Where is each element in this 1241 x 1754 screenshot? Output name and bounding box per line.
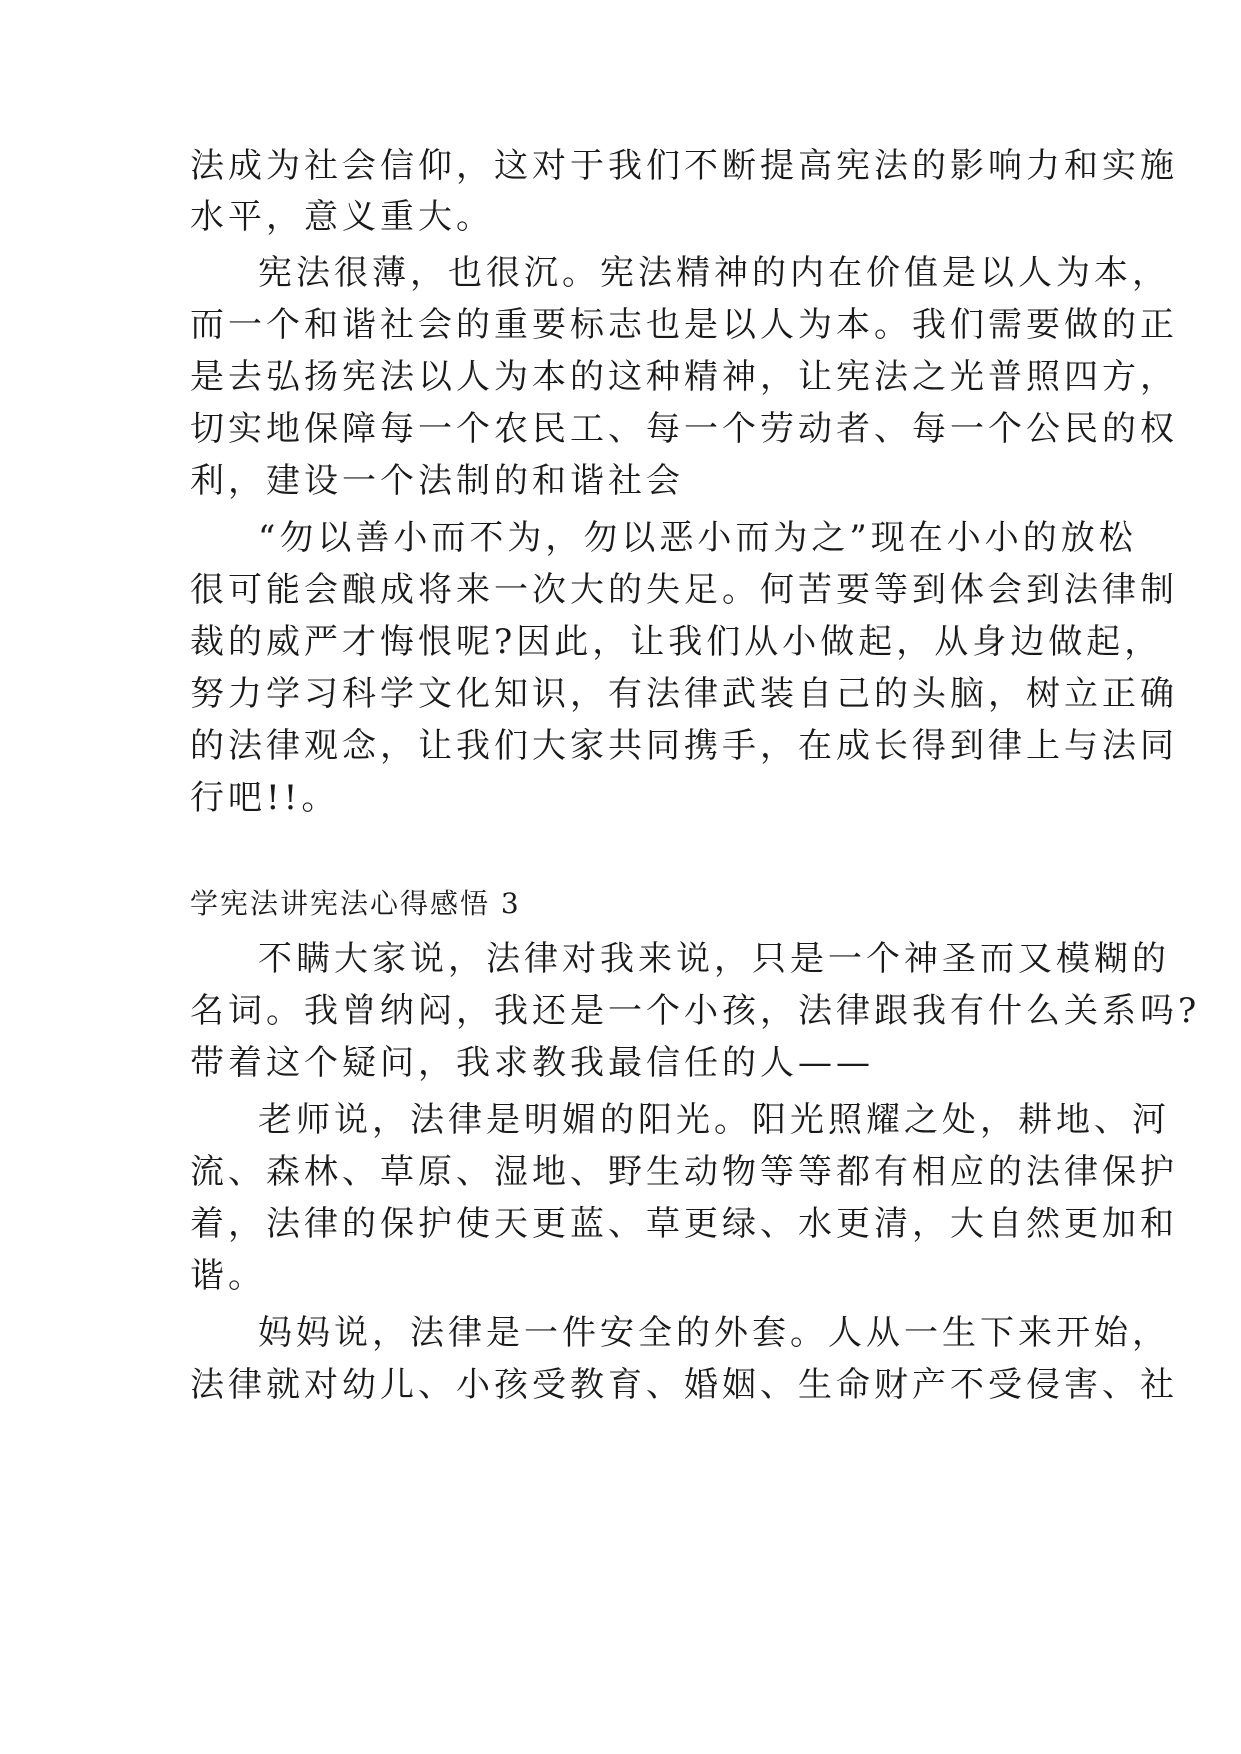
paragraph-line: 着，法律的保护使天更蓝、草更绿、水更清，大自然更加和 [190, 1204, 1178, 1244]
paragraph-line: 老师说，法律是明媚的阳光。阳光照耀之处，耕地、河 [258, 1100, 1170, 1140]
paragraph-line: 的法律观念，让我们大家共同携手，在成长得到律上与法同 [190, 726, 1178, 766]
paragraph-line: 努力学习科学文化知识，有法律武装自己的头脑，树立正确 [190, 674, 1178, 714]
paragraph-line: 行吧!!。 [190, 778, 340, 818]
paragraph-line: 是去弘扬宪法以人为本的这种精神，让宪法之光普照四方， [190, 357, 1178, 397]
paragraph-line: 名词。我曾纳闷，我还是一个小孩，法律跟我有什么关系吗? [190, 991, 1201, 1031]
paragraph-line: 流、森林、草原、湿地、野生动物等等都有相应的法律保护 [190, 1152, 1178, 1192]
paragraph-line: 切实地保障每一个农民工、每一个劳动者、每一个公民的权 [190, 409, 1178, 449]
paragraph-line: 裁的威严才悔恨呢?因此，让我们从小做起，从身边做起， [190, 622, 1163, 662]
paragraph-line: 而一个和谐社会的重要标志也是以人为本。我们需要做的正 [190, 305, 1178, 345]
paragraph-line: 不瞒大家说，法律对我来说，只是一个神圣而又模糊的 [258, 939, 1170, 979]
paragraph-line: 水平，意义重大。 [190, 197, 494, 237]
paragraph-line: 利，建设一个法制的和谐社会 [190, 461, 684, 501]
paragraph-line: 法律就对幼儿、小孩受教育、婚姻、生命财产不受侵害、社 [190, 1365, 1178, 1405]
paragraph-line: 很可能会酿成将来一次大的失足。何苦要等到体会到法律制 [190, 570, 1178, 610]
paragraph-line: 宪法很薄，也很沉。宪法精神的内在价值是以人为本， [258, 253, 1170, 293]
paragraph-line: 谐。 [190, 1256, 266, 1296]
paragraph-line: 带着这个疑问，我求教我最信任的人—— [190, 1043, 874, 1083]
paragraph-line: 法成为社会信仰，这对于我们不断提高宪法的影响力和实施 [190, 146, 1178, 186]
paragraph-line: “勿以善小而不为，勿以恶小而为之”现在小小的放松 [258, 518, 1137, 558]
section-heading: 学宪法讲宪法心得感悟 3 [190, 887, 521, 920]
paragraph-line: 妈妈说，法律是一件安全的外套。人从一生下来开始， [258, 1313, 1170, 1353]
